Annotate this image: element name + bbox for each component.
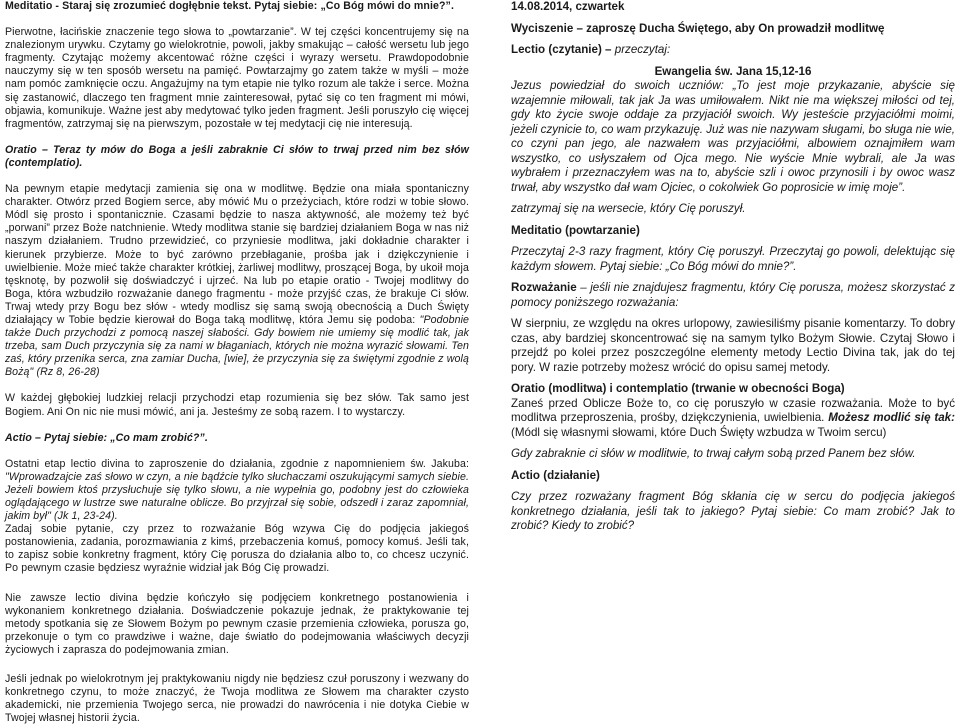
actio-title: Actio (działanie) (511, 468, 600, 482)
gospel-reference: Ewangelia św. Jana 15,12-16 (654, 64, 812, 78)
date-heading: 14.08.2014, czwartek (511, 0, 625, 13)
actio-text: Czy przez rozważany fragment Bóg skłania cię w sercu do podjęcia jakiegoś konkretnego działania, jeśli tak to jakiego? Pytaj siebie: Co mam zrobić? Jak to zrobić? Kiedy to zrobić? (511, 490, 955, 532)
meditatio-title: Meditatio (powtarzanie) (511, 223, 640, 237)
gospel-text: Jezus powiedział do swoich uczniów: „To jest moje przykazanie, abyście się wzajemnie miłowali, tak jak Ja was umiłowałem. Nikt nie ma większej miłości od tej, gdy kto życie swoje oddaje za przyjaciół swoich. Wy jesteście przyjaciółmi moimi, jeżeli czynicie to, co wam przykazuję. Już was nie nazywam sługami, bo sługa nie wie, co czyni pan jego, ale nazwałem was przyjaciółmi, albowiem oznajmiłem wam wszystko, co usłyszałem od Ojca mego. Nie wyście Mnie wybrali, ale Ja was wybrałem i przeznaczyłem was na to, abyście szli i owoc przynosili i by owoc wasz trwał, aby wszystko dał wam Ojciec, o cokolwiek Go poprosicie w imię moje”. (511, 79, 955, 194)
rozwazanie-body: W sierpniu, ze względu na okres urlopowy, zawiesiliśmy pisanie komentarzy. To dobry czas, aby bardziej skoncentrować się na samym tylko Bożym Słowie. Czytaj Słowo i przejdź po kolei przez poszczególne elementy metody Lectio Divina tak, jak do tej pory. W razie potrzeby możesz wrócić do opisu samej metody. (511, 317, 955, 374)
rozwazanie-intro: Rozważanie – jeśli nie znajdujesz fragmentu, który Cię porusza, możesz skorzystać z pomocy poniższego rozważania: (511, 281, 955, 309)
actio-description: Ostatni etap lectio divina to zaproszenie do działania, zgodnie z napomnieniem św. Jakuba: "Wprowadzajcie zaś słowo w czyn, a nie bądźcie tylko słuchaczami oszukującymi samych siebie. Jeżeli bowiem ktoś przysłuchuje się tylko słowu, a nie wypełnia go, podobny jest do człowieka oglądającego w lustrze swe naturalne oblicze. Bo przyjrzał się sobie, odszedł i zaraz zapomniał, jakim był" (Jk 1, 23-24). (5, 457, 469, 523)
actio-question-paragraph: Zadaj sobie pytanie, czy przez to rozważanie Bóg wzywa Cię do podjęcia jakiegoś postanowienia, zadania, porozmawiania z kimś, przebaczenia komuś, pomocy komuś. Jeśli tak, to zapisz sobie konkretny fragment, który Cię porusza do działania albo to, co chcesz uczynić. Po pewnym czasie będziesz wyraźnie widział jak Bóg Cię prowadzi. (5, 523, 469, 575)
left-column (5, 0, 469, 725)
right-column (511, 0, 955, 534)
meditatio-heading: Meditatio - Staraj się zrozumieć dogłębnie tekst. Pytaj siebie: „Co Bóg mówi do mnie?”. (5, 0, 455, 12)
oratio-relation-paragraph: W każdej głębokiej ludzkiej relacji przychodzi etap rozumienia się bez słów. Tak samo jest Bogiem. Ani On nic nie musi mówić, ani ja. Jesteśmy ze sobą razem. I to wystarczy. (5, 392, 469, 418)
stop-instruction: zatrzymaj się na wersecie, który Cię poruszył. (511, 202, 746, 215)
meditatio-text: Przeczytaj 2-3 razy fragment, który Cię poruszył. Przeczytaj go powoli, delektując się każdym słowem. Pytaj siebie: „Co Bóg mówi do mnie?”. (511, 245, 955, 273)
oratio-title: Oratio (modlitwa) i contemplatio (trwanie w obecności Boga) (511, 382, 845, 395)
outro-warning-paragraph: Jeśli jednak po wielokrotnym jej praktykowaniu nigdy nie będziesz czuł poruszony i wezwany do konkretnego czynu, to może znaczyć, że Twoja modlitwa ze Słowem ma charakter czysto akademicki, nie przemienia Twojego serca, nie prowadzi do nawrócenia i nie dotyka Ciebie w Twojej własnej historii życia. (5, 673, 469, 725)
james-quote: "Wprowadzajcie zaś słowo w czyn, a nie bądźcie tylko słuchaczami oszukującymi samych siebie. Jeżeli bowiem ktoś przysłuchuje się tylko słowu, a nie wypełnia go, podobny jest do człowieka oglądającego w lustrze swe naturalne oblicze. Bo przyjrzał się sobie, odszedł i zaraz zapomniał, jakim był" (Jk 1, 23-24). (5, 470, 469, 523)
silence-prayer: Wyciszenie – zaproszę Ducha Świętego, aby On prowadził modlitwę (511, 21, 885, 35)
oratio-heading: Oratio – Teraz ty mów do Boga a jeśli zabraknie Ci słów to trwaj przed nim bez słów (contemplatio). (5, 143, 469, 169)
outro-paragraph: Nie zawsze lectio divina będzie kończyło się podjęciem konkretnego postanowienia i wykonaniem konkretnego działania. Doświadczenie pokazuje jednak, że praktykowanie tej metody spotkania się ze Słowem Bożym po pewnym czasie przemienia człowieka, porusza go, przekonuje o tym co prawdziwe i ważne, daje światło do podejmowania właściwych decyzji życiowych i zaprasza do podejmowania zmian. (5, 591, 469, 656)
silence-text: Gdy zabraknie ci słów w modlitwie, to trwaj całym sobą przed Panem bez słów. (511, 447, 916, 460)
oratio-text: Zaneś przed Oblicze Boże to, co cię poruszyło w czasie rozważania. Może to być modlitwa przeproszenia, prośby, dziękczynienia, uwielbienia. Możesz modlić się tak: (Módl się własnymi słowami, które Duch Święty wzbudza w Twoim sercu) (511, 396, 955, 439)
meditatio-description: Pierwotne, łacińskie znaczenie tego słowa to „powtarzanie”. W tej części koncentrujemy się na znalezionym urywku. Czytamy go wielokrotnie, powoli, jakby smakując – całość wersetu lub jego fragmenty. Czytając możemy akcentować różne części i wyrazy wersetu. Prawdopodobnie nauczymy się w ten sposób wersetu na pamięć. Powtarzajmy go zatem także w myśli – może nam pomóc zamknięcie oczu. Angażujmy na tym etapie nie tylko rozum ale także i serce. Można się zastanowić, dlaczego ten fragment mnie zainteresował, pytać się co ten fragment mi mówi, objawia, komunikuje. Ważne jest aby medytować tylko jeden fragment. Jeśli poruszyło cię więcej fragmentów, zatrzymaj się na pierwszym, pozostałe w tej medytacji cię nie interesują. (5, 26, 469, 130)
actio-heading: Actio – Pytaj siebie: „Co mam zrobić?”. (5, 431, 208, 444)
lectio-heading: Lectio (czytanie) – przeczytaj: (511, 43, 671, 56)
oratio-description: Na pewnym etapie medytacji zamienia się ona w modlitwę. Będzie ona miała spontaniczny charakter. Otwórz przed Bogiem serce, aby mówić Mu o przeżyciach, które rodzi w tobie słowo. Módl się prosto i spontanicznie. Czasami będzie to nasza aktywność, ale możemy też być „porwani” przez Boże natchnienie. Wtedy modlitwa stanie się bardziej działaniem Boga w nas niż naszym działaniem. Trudno przewidzieć, co przyniesie modlitwa, jaki dokładnie charakter i kierunek przybierze. Może to być zarówno przebłaganie, prośba jak i dziękczynienie i uwielbienie. Może mieć także charakter krótkiej, żarliwej modlitwy, proszącej Boga, by ukoił moja tęsknotę, by pozwolił się doświadczyć i ujrzeć. Na lub po etapie oratio - Twojej modlitwy do Boga, która wzbudziło rozważanie danego fragmentu - może przyjść czas, że brakuje Ci słów. Trwaj wtedy przy Bogu bez słów - wtedy modlisz się samą swoją obecnością a Duch Święty działający w Tobie będzie kierował do Boga taką modlitwę, która Jemu się podoba: "Podobnie także Duch przychodzi z pomocą naszej słabości. Gdy bowiem nie umiemy się modlić tak, jak trzeba, sam Duch przyczynia się za nami w błaganiach, których nie można wyrazić słowami. Ten zaś, który przenika serca, zna zamiar Ducha, [wie], że przyczynia się za świętymi zgodnie z wolą Bożą" (Rz 8, 26-28) (5, 183, 470, 379)
romans-quote: "Podobnie także Duch przychodzi z pomocą naszej słabości. Gdy bowiem nie umiemy się modlić tak, jak trzeba, sam Duch przyczynia się za nami w błaganiach, których nie można wyrazić słowami. Ten zaś, który przenika serca, zna zamiar Ducha, [wie], że przyczynia się za świętymi zgodnie z wolą Bożą" (Rz 8, 26-28) (5, 313, 470, 379)
